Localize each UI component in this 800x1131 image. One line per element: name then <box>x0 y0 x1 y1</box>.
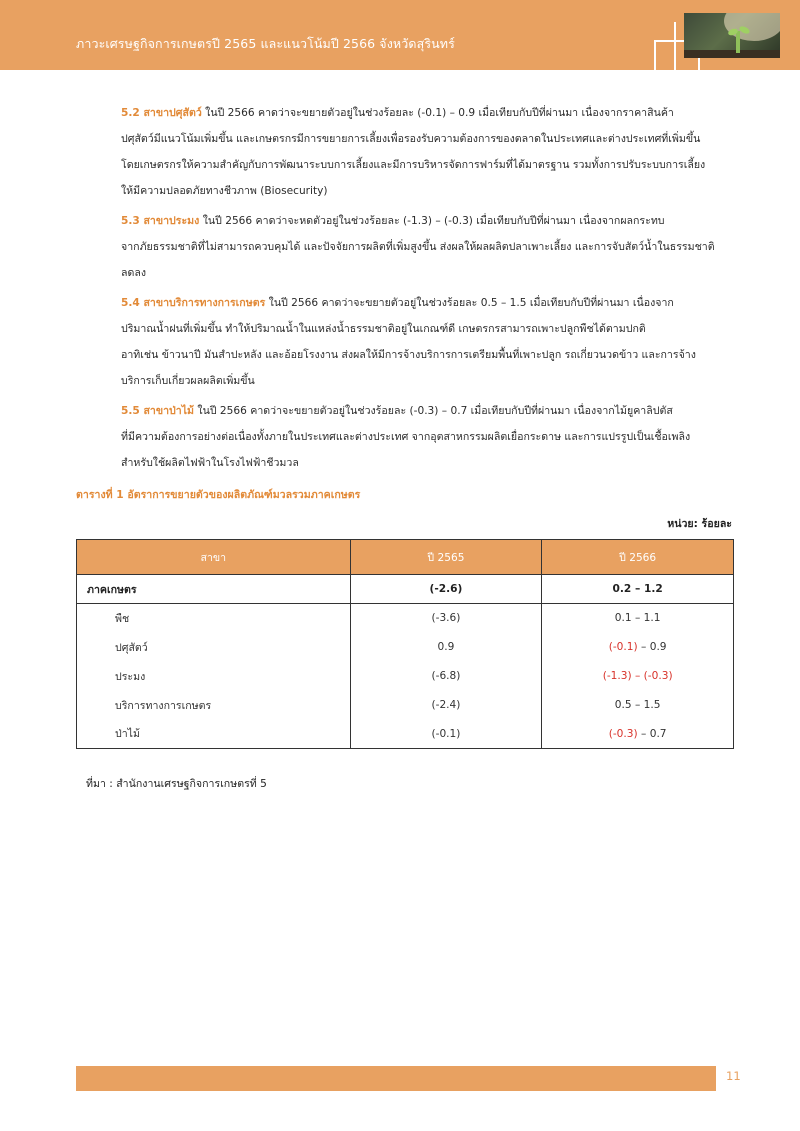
paragraph-line: ที่มีความต้องการอย่างต่อเนื่องทั้งภายในประเทศและต่างประเทศ จากอุตสาหกรรมผลิตเยื่อกระดาษ และการแปรรูปเป็นเชื้อเพลิง <box>121 431 691 443</box>
paragraph-text: ในปี 2566 คาดว่าจะขยายตัวอยู่ในช่วงร้อยละ (-0.1) – 0.9 เมื่อเทียบกับปีที่ผ่านมา เนื่องจากราคาสินค้า <box>201 107 674 119</box>
paragraph-line <box>76 100 734 126</box>
value-negative: (-1.3) – (-0.3) <box>602 670 673 682</box>
header-bar <box>0 0 800 70</box>
row-label: พืช <box>77 604 351 633</box>
value-2566 <box>542 633 734 662</box>
table-title: ตารางที่ 1 อัตราการขยายตัวของผลิตภัณฑ์มวลรวมภาคเกษตร <box>76 489 361 501</box>
paragraph-text: ในปี 2566 คาดว่าจะขยายตัวอยู่ในช่วงร้อยละ (-0.3) – 0.7 เมื่อเทียบกับปีที่ผ่านมา เนื่องจากไม้ยูคาลิปตัส <box>194 405 673 417</box>
column-header-2566: ปี 2566 <box>542 540 734 575</box>
column-header-sector: สาขา <box>77 540 351 575</box>
value-negative: (-0.3) <box>608 727 638 740</box>
paragraph-line: โดยเกษตรกรให้ความสำคัญกับการพัฒนาระบบการเลี้ยงและมีการบริหารจัดการฟาร์มที่ได้มาตรฐาน รวมทั้งการปรับระบบการเลี้ยง <box>121 159 706 171</box>
section-heading: 5.5 สาขาป่าไม้ <box>121 405 195 417</box>
paragraph-text: ในปี 2566 คาดว่าจะขยายตัวอยู่ในช่วงร้อยละ 0.5 – 1.5 เมื่อเทียบกับปีที่ผ่านมา เนื่องจาก <box>265 297 674 309</box>
light-glow <box>724 13 780 41</box>
paragraph-line: ลดลง <box>121 267 147 279</box>
row-label: ปศุสัตว์ <box>77 633 351 662</box>
section-heading: 5.3 สาขาประมง <box>121 215 200 227</box>
table-row <box>77 662 734 691</box>
paragraph-line: จากภัยธรรมชาติที่ไม่สามารถควบคุมได้ และปัจจัยการผลิตที่เพิ่มสูงขึ้น ส่งผลให้ผลผลิตปลาเพาะเลี้ยง และการจับสัตว์น้ำในธรรมชาติ <box>121 241 715 253</box>
value-positive: 0.9 <box>649 641 667 653</box>
table-row <box>77 633 734 662</box>
paragraph-line <box>76 208 734 234</box>
table-row <box>77 691 734 720</box>
section-heading: 5.4 สาขาบริการทางการเกษตร <box>121 297 266 309</box>
value-positive: 0.5 – 1.5 <box>614 699 661 711</box>
value-2566 <box>542 720 734 749</box>
value-2566 <box>542 662 734 691</box>
value-separator: – <box>637 641 650 653</box>
seedling-photo <box>684 13 780 58</box>
value-2565: (-6.8) <box>350 662 542 691</box>
value-positive: 0.2 – 1.2 <box>612 583 663 595</box>
value-negative: (-0.1) <box>608 641 638 653</box>
paragraph-line <box>76 290 734 316</box>
value-separator: – <box>637 727 650 740</box>
paragraph-livestock <box>76 100 734 204</box>
section-heading: 5.2 สาขาปศุสัตว์ <box>121 107 202 119</box>
value-2566 <box>542 604 734 633</box>
soil <box>684 50 780 58</box>
document-title: ภาวะเศรษฐกิจการเกษตรปี 2565 และแนวโน้มปี 2566 จังหวัดสุรินทร์ <box>76 36 455 51</box>
paragraph-fishery <box>76 208 734 286</box>
table-row <box>77 604 734 633</box>
value-positive: 0.7 <box>649 727 667 740</box>
sprout-stem <box>736 31 740 53</box>
value-2565: 0.9 <box>350 633 542 662</box>
table-unit: หน่วย: ร้อยละ <box>667 518 732 530</box>
value-2566 <box>542 575 734 604</box>
paragraph-line: ปศุสัตว์มีแนวโน้มเพิ่มขึ้น และเกษตรกรมีการขยายการเลี้ยงเพื่อรองรับความต้องการของตลาดในประเทศและต่างประเทศที่เพิ่มขึ้น <box>121 133 701 145</box>
table-row <box>77 720 734 749</box>
source-note: ที่มา : สำนักงานเศรษฐกิจการเกษตรที่ 5 <box>86 778 267 790</box>
table-row <box>77 575 734 604</box>
row-label: ป่าไม้ <box>77 720 351 749</box>
paragraph-line: ให้มีความปลอดภัยทางชีวภาพ (Biosecurity) <box>121 185 328 197</box>
value-2565: (-2.4) <box>350 691 542 720</box>
paragraph-forestry <box>76 398 734 476</box>
footer-bar <box>76 1066 716 1091</box>
value-2566 <box>542 691 734 720</box>
page-number: 11 <box>726 1069 741 1083</box>
paragraph-agri-service <box>76 290 734 394</box>
paragraph-line <box>76 398 734 424</box>
row-label: ภาคเกษตร <box>77 575 351 604</box>
growth-rate-table <box>76 539 734 749</box>
paragraph-line: ปริมาณน้ำฝนที่เพิ่มขึ้น ทำให้ปริมาณน้ำในแหล่งน้ำธรรมชาติอยู่ในเกณฑ์ดี เกษตรกรสามารถเพาะปลูกพืชได้ตามปกติ <box>121 323 646 335</box>
table-header-row <box>77 540 734 575</box>
value-2565: (-2.6) <box>350 575 542 604</box>
body-text <box>76 100 734 480</box>
row-label: บริการทางการเกษตร <box>77 691 351 720</box>
paragraph-text: ในปี 2566 คาดว่าจะหดตัวอยู่ในช่วงร้อยละ (-1.3) – (-0.3) เมื่อเทียบกับปีที่ผ่านมา เนื่องจากผลกระทบ <box>199 215 665 227</box>
paragraph-line: อาทิเช่น ข้าวนาปี มันสำปะหลัง และอ้อยโรงงาน ส่งผลให้มีการจ้างบริการการเตรียมพื้นที่เพาะปลูก รถเกี่ยวนวดข้าว และการจ้าง <box>121 349 696 361</box>
column-header-2565: ปี 2565 <box>350 540 542 575</box>
row-label: ประมง <box>77 662 351 691</box>
paragraph-line: บริการเก็บเกี่ยวผลผลิตเพิ่มขึ้น <box>121 375 255 387</box>
value-2565: (-0.1) <box>350 720 542 749</box>
value-positive: 0.1 – 1.1 <box>614 612 661 625</box>
value-2565: (-3.6) <box>350 604 542 633</box>
paragraph-line: สำหรับใช้ผลิตไฟฟ้าในโรงไฟฟ้าชีวมวล <box>121 457 299 469</box>
